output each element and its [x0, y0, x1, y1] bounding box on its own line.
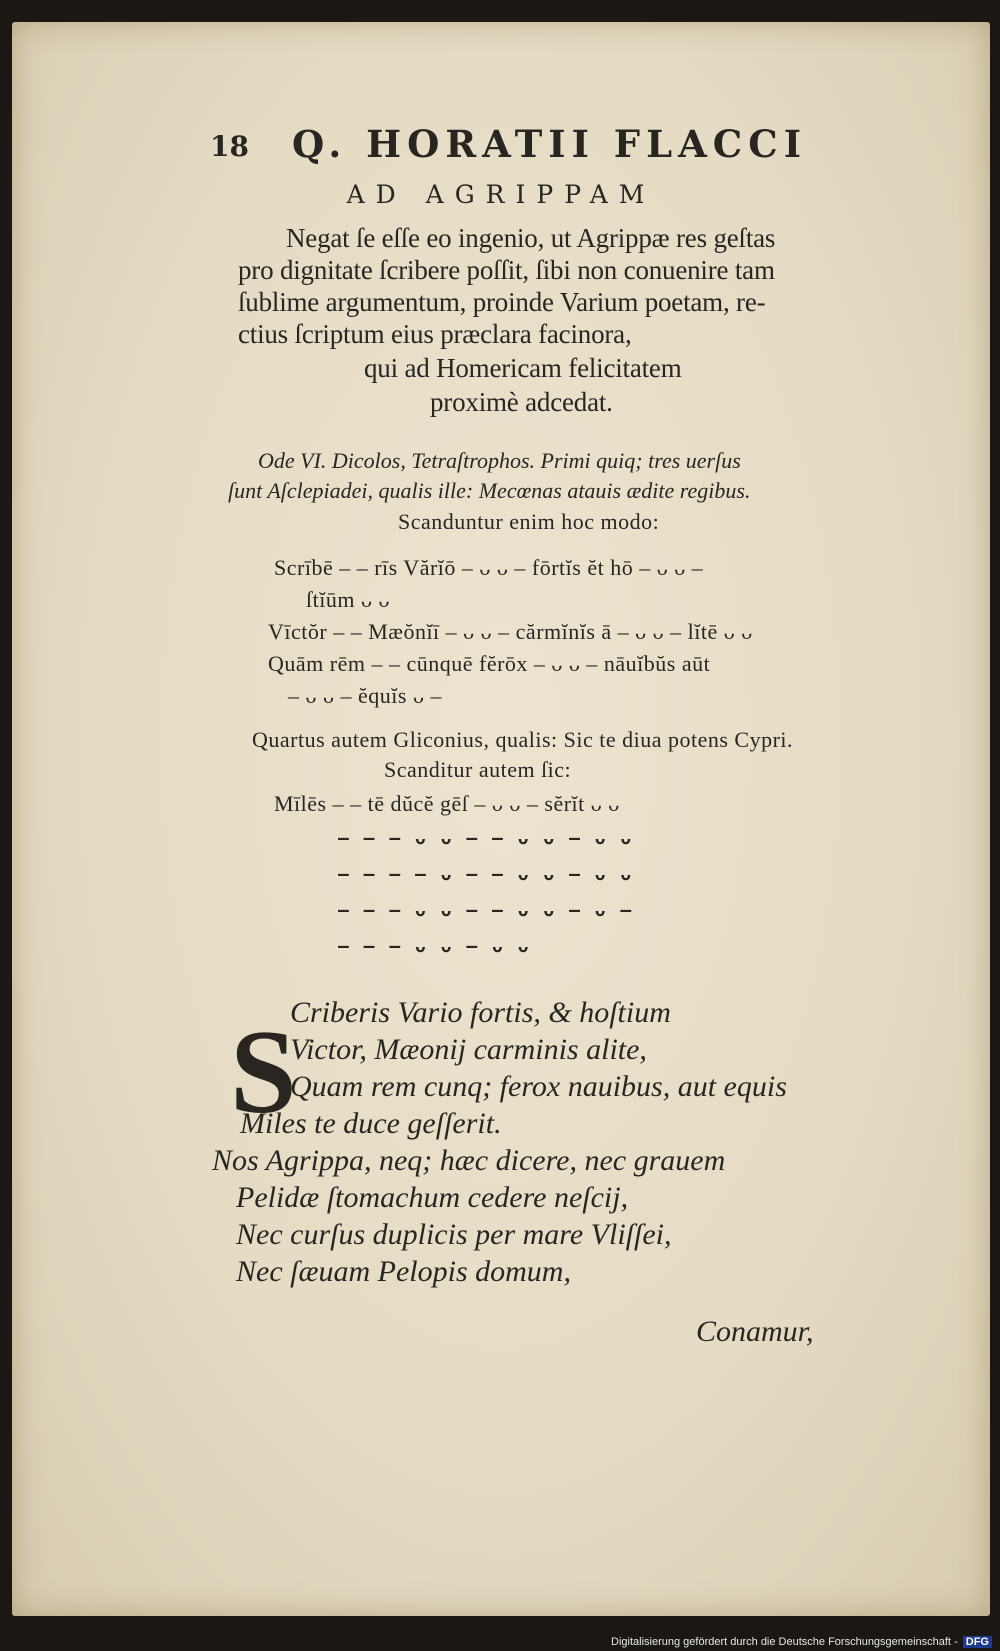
poem-line: Nec ſæuam Pelopis domum, [236, 1255, 571, 1288]
digitization-credit [611, 1636, 992, 1648]
meter-pattern: – – – ᴗ ᴗ – – ᴗ ᴗ – ᴗ ᴗ [338, 828, 634, 849]
poem-line: Nos Agrippa, neq; hæc dicere, nec grauem [212, 1144, 726, 1177]
book-page [12, 22, 990, 1616]
poem-line: Criberis Vario fortis, & hoſtium [290, 996, 671, 1029]
poem-line: Quam rem cunq; ferox nauibus, aut equis [290, 1070, 787, 1103]
poem-line: Miles te duce geſſerit. [240, 1107, 502, 1140]
argument-line: pro dignitate ſcribere poſſit, ſibi non conuenire tam [238, 255, 775, 285]
glyconic-note-line: Quartus autem Gliconius, qualis: Sic te diua potens Cypri. [252, 727, 794, 752]
metrical-note-line: Ode VI. Dicolos, Tetraſtrophos. Primi quiq; tres uerſus [258, 448, 741, 473]
poem-line: Pelidæ ſtomachum cedere neſcij, [236, 1181, 629, 1214]
argument-line: Negat ſe eſſe eo ingenio, ut Agrippæ res geſtas [286, 223, 776, 253]
poem-line: Victor, Mæonij carminis alite, [290, 1033, 647, 1066]
dfg-logo: DFG [963, 1636, 992, 1648]
argument-line: proximè adcedat. [430, 387, 613, 417]
metrical-note-line: ſunt Aſclepiadei, qualis ille: Mecœnas atauis ædite regibus. [228, 478, 751, 503]
scansion-line: – ᴗ ᴗ – ĕquĭs ᴗ – [288, 683, 442, 708]
meter-pattern: – – – ᴗ ᴗ – – ᴗ ᴗ – ᴗ – [338, 900, 634, 921]
scansion-line: ſtĭūm ᴗ ᴗ [306, 587, 390, 612]
meter-pattern: – – – ᴗ ᴗ – ᴗ ᴗ [338, 936, 531, 957]
argument-line: qui ad Homericam felicitatem [364, 353, 682, 383]
argument-line: ſublime argumentum, proinde Varium poetam, re- [238, 287, 766, 317]
page-number: 18 [210, 130, 249, 163]
scansion-line: Vīctŏr – – Mæŏnĭī – ᴗ ᴗ – cărmĭnĭs ā – ᴗ ᴗ – lĭtē ᴗ ᴗ [268, 619, 753, 644]
poem-line: Nec curſus duplicis per mare Vliſſei, [236, 1218, 672, 1251]
catchword: Conamur, [696, 1315, 814, 1348]
running-head: Q. HORATII FLACCI [292, 122, 807, 166]
scansion-line: Mīlēs – – tē dŭcĕ gēſ – ᴗ ᴗ – sĕrĭt ᴗ ᴗ [274, 791, 620, 816]
metrical-note-line: Scanduntur enim hoc modo: [398, 509, 660, 534]
scansion-line: Quām rēm – – cūnquē fĕrōx – ᴗ ᴗ – nāuĭbŭs aūt [268, 651, 711, 676]
argument-line: ctius ſcriptum eius præclara facinora, [238, 319, 632, 349]
meter-pattern: – – – – ᴗ – – ᴗ ᴗ – ᴗ ᴗ [338, 864, 634, 885]
drop-cap: S [230, 1005, 297, 1138]
scansion-line: Scrībē – – rīs Vărĭō – ᴗ ᴗ – fōrtĭs ĕt hō – ᴗ ᴗ – [274, 555, 704, 580]
credit-text: Digitalisierung gefördert durch die Deutsche Forschungsgemeinschaft - [611, 1636, 958, 1648]
glyconic-note-line: Scanditur autem ſic: [384, 757, 572, 782]
ode-title: AD AGRIPPAM [346, 180, 656, 209]
